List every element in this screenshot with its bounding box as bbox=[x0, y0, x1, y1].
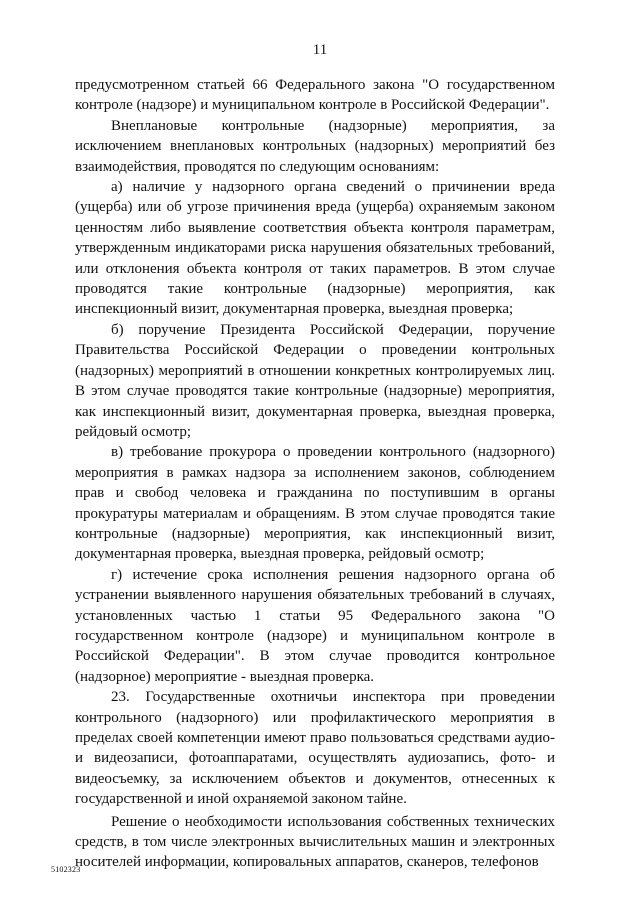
footer-document-code: 5102323 bbox=[51, 865, 81, 874]
paragraph-technical-means: Решение о необходимости использования собственных технических средств, в том числе электронных вычислительных машин и электронных носителей информации, копировальных аппаратов, сканеров, телефонов bbox=[75, 813, 555, 871]
list-item-a: а) наличие у надзорного органа сведений о причинении вреда (ущерба) или об угрозе причинения вреда (ущерба) охраняемым законом ценностям либо выявление соответствия объекта контроля параметрам, утвержденным индикаторами риска нарушения обязательных требований, или отклонения объекта контроля от таких параметров. В этом случае проводятся такие контрольные (надзорные) мероприятия, как инспекционный визит, документарная проверка, выездная проверка; bbox=[75, 179, 555, 318]
document-body bbox=[75, 75, 555, 873]
list-item-g: г) истечение срока исполнения решения надзорного органа об устранении выявленного нарушения обязательных требований в случаях, установленных частью 1 статьи 95 Федерального закона "О государственном контроле (надзоре) и муниципальном контроле в Российской Федерации". В этом случае проводится контрольное (надзорное) мероприятие - выездная проверка. bbox=[75, 566, 555, 685]
paragraph-23: 23. Государственные охотничьи инспектора при проведении контрольного (надзорного) или профилактического мероприятия в пределах своей компетенции имеют право пользоваться средствами аудио- и видеозаписи, фотоаппаратами, осуществлять аудиозапись, фото- и видеосъемку, за исключением объектов и документов, отнесенных к государственной и иной охраняемой законом тайне. bbox=[75, 689, 555, 808]
page-number: 11 bbox=[312, 42, 328, 58]
list-item-v: в) требование прокурора о проведении контрольного (надзорного) мероприятия в рамках надзора за исполнением законов, соблюдением прав и свобод человека и гражданина по поступившим в органы прокуратуры материалам и обращениям. В этом случае проводятся такие контрольные (надзорные) мероприятия, как инспекционный визит, документарная проверка, выездная проверка, рейдовый осмотр; bbox=[75, 444, 555, 563]
paragraph-unscheduled-measures: Внеплановые контрольные (надзорные) мероприятия, за исключением внеплановых контрольных (надзорных) мероприятий без взаимодействия, проводятся по следующим основаниям: bbox=[75, 117, 555, 175]
paragraph-continuation: предусмотренном статьей 66 Федерального закона "О государственном контроле (надзоре) и муниципальном контроле в Российской Федерации". bbox=[75, 77, 555, 114]
list-item-b: б) поручение Президента Российской Федерации, поручение Правительства Российской Федерации о проведении контрольных (надзорных) мероприятий в отношении конкретных контролируемых лиц. В этом случае проводятся такие контрольные (надзорные) мероприятия, как инспекционный визит, документарная проверка, выездная проверка, рейдовый осмотр; bbox=[75, 321, 555, 440]
